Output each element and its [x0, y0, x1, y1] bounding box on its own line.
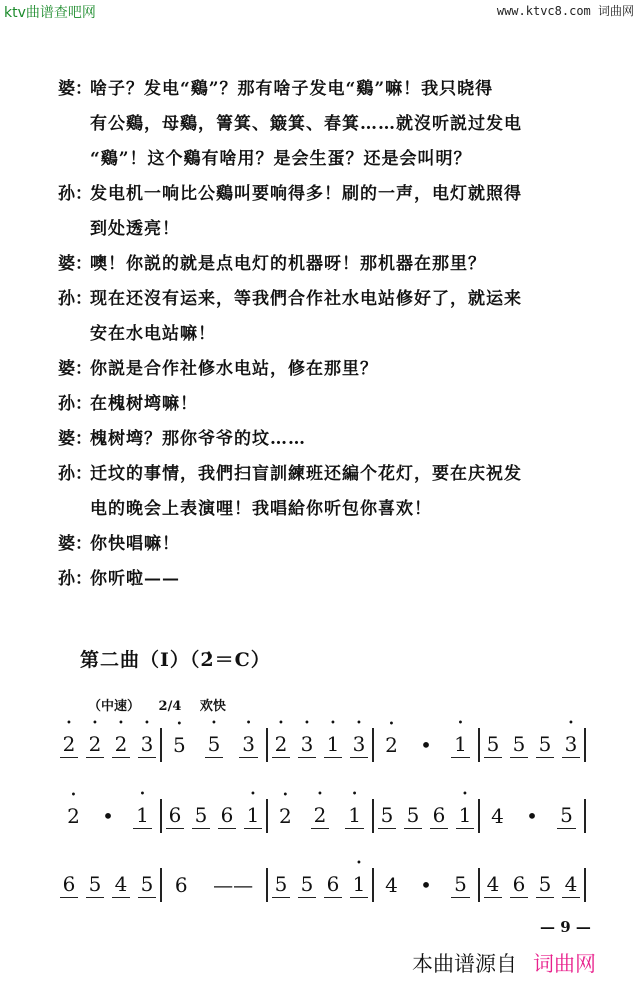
note: 5 — [192, 803, 211, 829]
note: 5 — [272, 872, 291, 898]
watermark-right — [497, 2, 634, 19]
dialogue-text: 槐树塆？那你爷爷的坟…… — [90, 429, 306, 449]
speaker-label: 孙： — [58, 394, 92, 414]
note: • 3 — [239, 732, 258, 758]
dialogue-continuation: 有公鷄，母鷄，箐箕、簸箕、春箕……就沒听説过发电 — [90, 114, 522, 134]
score-row — [56, 722, 586, 768]
note: • — [526, 804, 538, 828]
measure — [374, 865, 478, 905]
dialogue-text: 在槐树塆嘛！ — [90, 394, 198, 414]
note: —— — [213, 873, 254, 897]
speaker-label: 孙： — [58, 289, 92, 309]
mood-marking: 欢快 — [199, 699, 226, 714]
note: 5 — [510, 732, 529, 758]
note: 5 — [536, 732, 555, 758]
measure — [56, 725, 160, 765]
note: • — [420, 873, 432, 897]
dialogue-line — [58, 422, 598, 457]
barline — [584, 799, 586, 833]
dialogue-continuation: 安在水电站嘛！ — [90, 324, 216, 344]
note: • 5 — [205, 732, 224, 758]
measure — [268, 725, 372, 765]
watermark-left: ktv曲谱查吧网 — [4, 5, 96, 21]
note: 4 — [484, 872, 503, 898]
footer-text: 本曲谱源自 — [412, 952, 517, 976]
note: 4 — [385, 873, 398, 897]
note: 4 — [562, 872, 581, 898]
speaker-label: 孙： — [58, 569, 92, 589]
dialogue-line — [58, 72, 598, 107]
note: 5 — [378, 803, 397, 829]
measure — [56, 796, 160, 836]
score-row — [56, 793, 586, 839]
dialogue-line — [58, 247, 598, 282]
note: 5 — [138, 872, 157, 898]
note: • 3 — [350, 732, 369, 758]
measure — [480, 725, 584, 765]
barline — [584, 868, 586, 902]
note: 5 — [536, 872, 555, 898]
dialogue-line — [58, 387, 598, 422]
dialogue-text: 迁坟的事情，我們扫盲訓練班还編个花灯，要在庆祝发 — [90, 464, 522, 484]
measure — [268, 865, 372, 905]
measure — [374, 725, 478, 765]
note: 5 — [86, 872, 105, 898]
speaker-label: 婆： — [58, 359, 92, 379]
note: • — [102, 804, 114, 828]
note: 5 — [298, 872, 317, 898]
dialogue-text: 噢！你説的就是点电灯的机器呀！那机器在那里？ — [90, 254, 486, 274]
note: • 1 — [451, 732, 470, 758]
measure — [162, 725, 266, 765]
dialogue-text: 发电机一响比公鷄叫要响得多！刷的一声，电灯就照得 — [90, 184, 522, 204]
note: • — [420, 733, 432, 757]
dialogue-text: 你快唱嘛！ — [90, 534, 180, 554]
dialogue-text: 你説是合作社修水电站，修在那里？ — [90, 359, 378, 379]
note: • 5 — [170, 733, 189, 757]
speaker-label: 孙： — [58, 464, 92, 484]
note: • 2 — [311, 803, 330, 829]
dialogue-continuation: 到处透亮！ — [90, 219, 180, 239]
note: 4 — [112, 872, 131, 898]
note: 5 — [557, 803, 576, 829]
footer-brand-link[interactable]: 词曲网 — [533, 952, 596, 976]
note: • 1 — [350, 872, 369, 898]
note: • 3 — [138, 732, 157, 758]
note: • 1 — [133, 803, 152, 829]
measure — [374, 796, 478, 836]
speaker-label: 婆： — [58, 254, 92, 274]
measure — [162, 865, 266, 905]
dialogue-text: 你听啦—— — [90, 569, 180, 589]
note: • 2 — [64, 804, 83, 828]
dialogue-line — [58, 282, 598, 317]
measure — [162, 796, 266, 836]
note: • 2 — [86, 732, 105, 758]
dialogue-line — [58, 177, 598, 212]
page-number: — 9 — — [540, 918, 591, 936]
barline — [584, 728, 586, 762]
note: 6 — [218, 803, 237, 829]
note: • 2 — [112, 732, 131, 758]
note: 6 — [60, 872, 79, 898]
watermark-right-text: www.ktvc8.com 词曲网 — [496, 4, 634, 18]
score-title: 第二曲（Ⅰ）（2̇＝C） — [80, 649, 271, 671]
dialogue-line — [58, 562, 598, 597]
time-signature: 2/4 — [158, 699, 182, 714]
measure — [268, 796, 372, 836]
note: • 3 — [562, 732, 581, 758]
note: 5 — [484, 732, 503, 758]
note: • 2 — [272, 732, 291, 758]
dialogue-text: 现在还沒有运来，等我們合作社水电站修好了，就运来 — [90, 289, 522, 309]
measure — [56, 865, 160, 905]
note: • 2 — [276, 804, 295, 828]
note: • 1 — [345, 803, 364, 829]
note: • 1 — [456, 803, 475, 829]
dialogue-text: 啥子？发电“鷄”？那有啥子发电“鷄”嘛！我只晓得 — [90, 79, 494, 99]
note: 5 — [451, 872, 470, 898]
note: 6 — [166, 803, 185, 829]
dialogue-continuation: 电的晚会上表演哩！我唱給你听包你喜欢！ — [90, 499, 432, 519]
speaker-label: 婆： — [58, 534, 92, 554]
dialogue-continuation: “鷄”！这个鷄有啥用？是会生蛋？还是会叫明？ — [90, 149, 472, 169]
dialogue — [58, 72, 598, 597]
measure — [480, 865, 584, 905]
dialogue-line — [58, 527, 598, 562]
score-row — [56, 862, 586, 908]
note: 4 — [491, 804, 504, 828]
score-tempo — [88, 695, 240, 714]
note: 5 — [404, 803, 423, 829]
note: • 2 — [382, 733, 401, 757]
note: 6 — [174, 873, 188, 897]
note: 6 — [510, 872, 529, 898]
note: 6 — [324, 872, 343, 898]
speaker-label: 婆： — [58, 79, 92, 99]
note: 6 — [430, 803, 449, 829]
note: • 2 — [60, 732, 79, 758]
tempo-marking: （中速） — [88, 699, 141, 714]
note: • 1 — [244, 803, 263, 829]
speaker-label: 孙： — [58, 184, 92, 204]
measure — [480, 796, 584, 836]
footer-credit — [412, 948, 596, 978]
dialogue-line — [58, 457, 598, 492]
note: • 3 — [298, 732, 317, 758]
speaker-label: 婆： — [58, 429, 92, 449]
note: • 1 — [324, 732, 343, 758]
dialogue-line — [58, 352, 598, 387]
